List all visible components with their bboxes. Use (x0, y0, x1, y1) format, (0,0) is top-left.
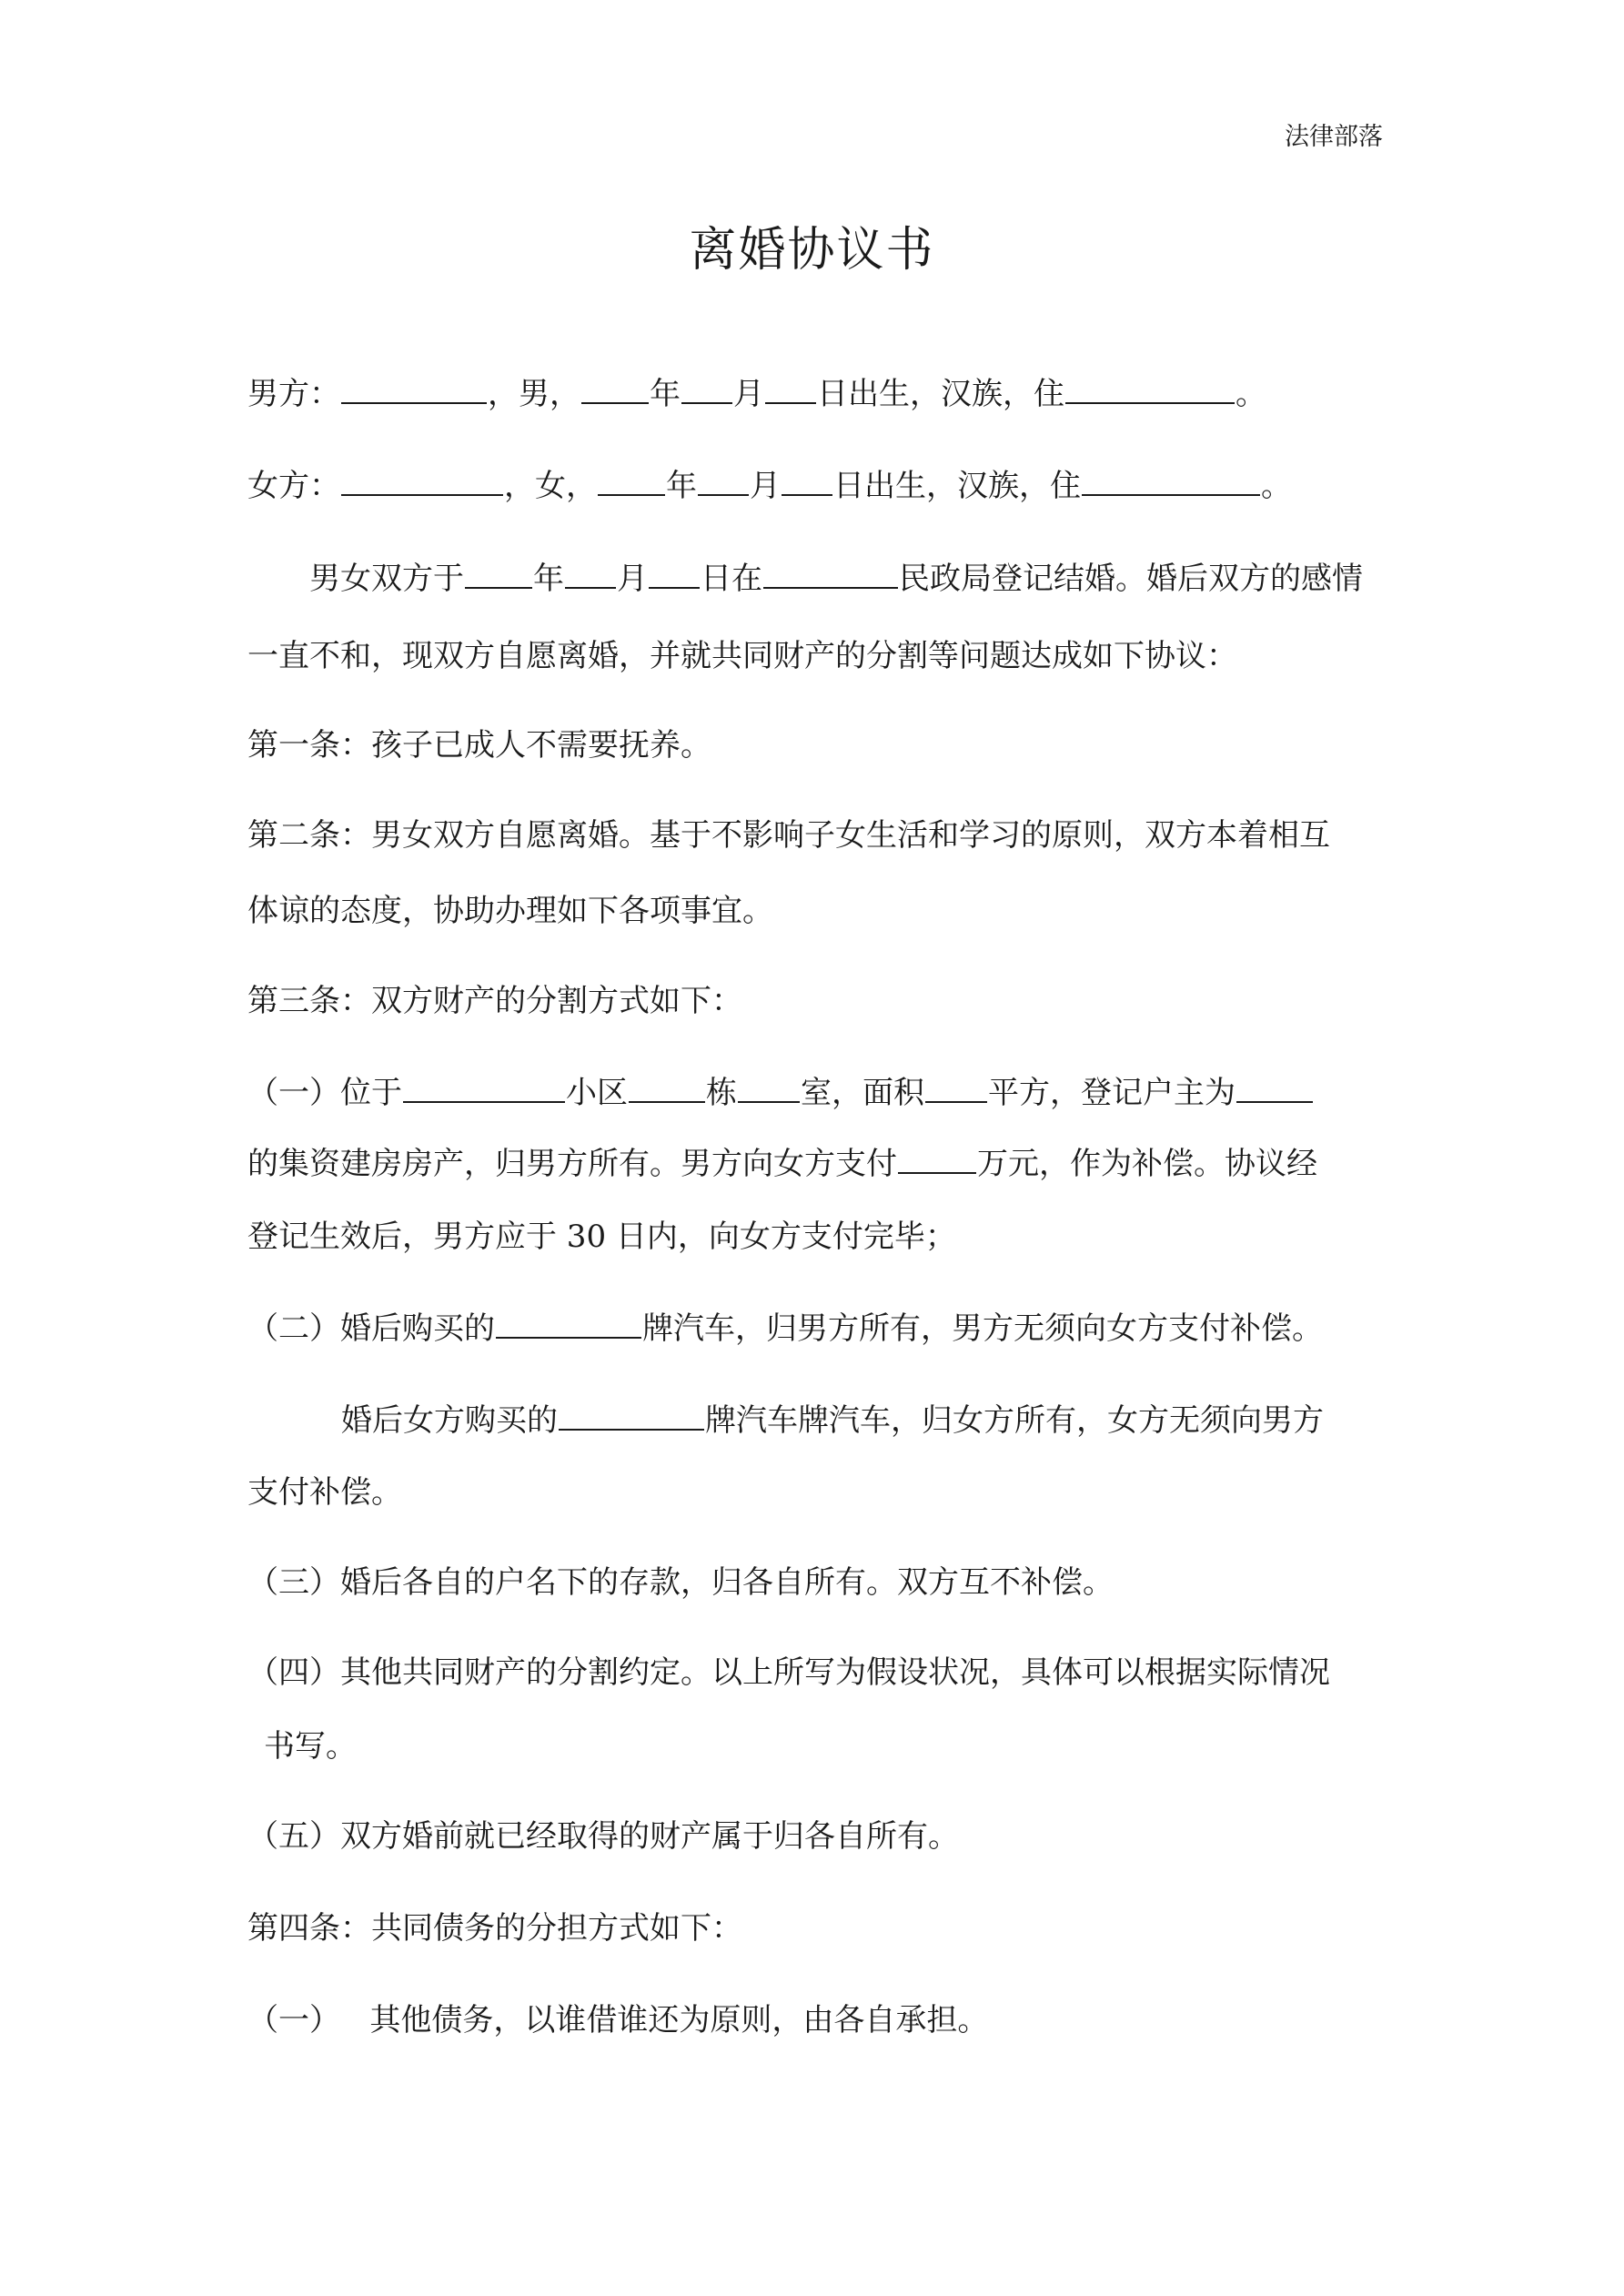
article-4-item-1: （一） 其他债务，以谁借谁还为原则，由各自承担。 (247, 2002, 989, 2038)
intro-year-blank[interactable] (465, 560, 532, 589)
article-3-item-2-sub-line-2: 支付补偿。 (247, 1474, 402, 1511)
document-title: 离婚协议书 (689, 223, 935, 278)
estate-label: 小区 (566, 1075, 628, 1111)
female-gender-text: ，女， (504, 468, 597, 504)
female-party-line (247, 465, 1386, 507)
intro-day-blank[interactable] (649, 560, 700, 589)
female-day-blank[interactable] (782, 467, 832, 496)
article-3-item-1-line-2 (247, 1143, 1386, 1185)
intro-bureau-blank[interactable] (763, 560, 898, 589)
male-month-blank[interactable] (681, 375, 732, 404)
intro-day-at: 日在 (701, 561, 762, 597)
male-end-punct: 。 (1236, 376, 1266, 412)
intro-year-label: 年 (533, 561, 564, 597)
article-3-item-1-line-1 (247, 1072, 1386, 1114)
room-label: 室，面积 (801, 1075, 924, 1111)
article-2-line-2: 体谅的态度，协助办理如下各项事宜。 (247, 893, 773, 929)
male-party-line (247, 373, 1386, 415)
estate-name-blank[interactable] (403, 1074, 565, 1103)
item-1-prefix: （一）位于 (247, 1075, 402, 1111)
female-year-blank[interactable] (598, 467, 665, 496)
owner-blank[interactable] (1236, 1074, 1313, 1103)
header-brand: 法律部落 (1285, 123, 1383, 151)
intro-month-label: 月 (617, 561, 648, 597)
female-month-label: 月 (750, 468, 781, 504)
article-3-item-5: （五）双方婚前就已经取得的财产属于归各自所有。 (247, 1818, 959, 1855)
female-car-brand-blank[interactable] (559, 1401, 704, 1431)
article-3-item-4-line-2: 书写。 (264, 1728, 357, 1765)
female-month-blank[interactable] (698, 467, 749, 496)
intro-month-blank[interactable] (565, 560, 616, 589)
article-3-item-1-line-3: 登记生效后，男方应于 30 日内，向女方支付完毕； (247, 1219, 956, 1255)
intro-line-2: 一直不和，现双方自愿离婚，并就共同财产的分割等问题达成如下协议： (247, 638, 1237, 674)
item-2-sub-suffix: 牌汽车牌汽车，归女方所有，女方无须向男方 (705, 1402, 1324, 1439)
article-3-item-2 (247, 1308, 1386, 1350)
intro-text-2: 民政局登记结婚。婚后双方的感情 (899, 561, 1363, 597)
room-blank[interactable] (738, 1074, 800, 1103)
female-year-label: 年 (666, 468, 697, 504)
male-address-blank[interactable] (1065, 375, 1235, 404)
male-year-label: 年 (650, 376, 681, 412)
intro-text-1: 男女双方于 (309, 561, 464, 597)
area-blank[interactable] (925, 1074, 987, 1103)
article-3-item-4-line-1: （四）其他共同财产的分割约定。以上所写为假设状况，具体可以根据实际情况 (247, 1654, 1330, 1691)
intro-line-1 (309, 558, 1386, 600)
item-2-sub-prefix: 婚后女方购买的 (341, 1402, 558, 1439)
article-3-item-3: （三）婚后各自的户名下的存款，归各自所有。双方互不补偿。 (247, 1564, 1114, 1601)
female-name-blank[interactable] (341, 467, 503, 496)
male-month-label: 月 (733, 376, 764, 412)
item-2-suffix: 牌汽车，归男方所有，男方无须向女方支付补偿。 (642, 1310, 1323, 1347)
male-gender-text: ，男， (488, 376, 580, 412)
female-label: 女方： (247, 468, 340, 504)
male-car-brand-blank[interactable] (496, 1310, 641, 1339)
female-end-punct: 。 (1261, 468, 1292, 504)
item-1-line-2a: 的集资建房房产，归男方所有。男方向女方支付 (247, 1146, 897, 1182)
building-blank[interactable] (629, 1074, 705, 1103)
male-day-blank[interactable] (765, 375, 816, 404)
item-2-prefix: （二）婚后购买的 (247, 1310, 495, 1347)
area-label: 平方，登记户主为 (988, 1075, 1236, 1111)
article-3-item-2-sub-line-1 (341, 1400, 1386, 1441)
compensation-blank[interactable] (898, 1145, 976, 1174)
male-born-text: 日出生，汉族，住 (817, 376, 1064, 412)
male-year-blank[interactable] (581, 375, 649, 404)
male-label: 男方： (247, 376, 340, 412)
female-address-blank[interactable] (1082, 467, 1260, 496)
article-1: 第一条：孩子已成人不需要抚养。 (247, 727, 711, 764)
article-2-line-1: 第二条：男女双方自愿离婚。基于不影响子女生活和学习的原则，双方本着相互 (247, 817, 1330, 854)
item-1-line-2b: 万元，作为补偿。协议经 (977, 1146, 1317, 1182)
building-label: 栋 (706, 1075, 737, 1111)
article-3-heading: 第三条：双方财产的分割方式如下： (247, 983, 742, 1019)
female-born-text: 日出生，汉族，住 (833, 468, 1081, 504)
article-4-heading: 第四条：共同债务的分担方式如下： (247, 1910, 742, 1947)
male-name-blank[interactable] (341, 375, 487, 404)
